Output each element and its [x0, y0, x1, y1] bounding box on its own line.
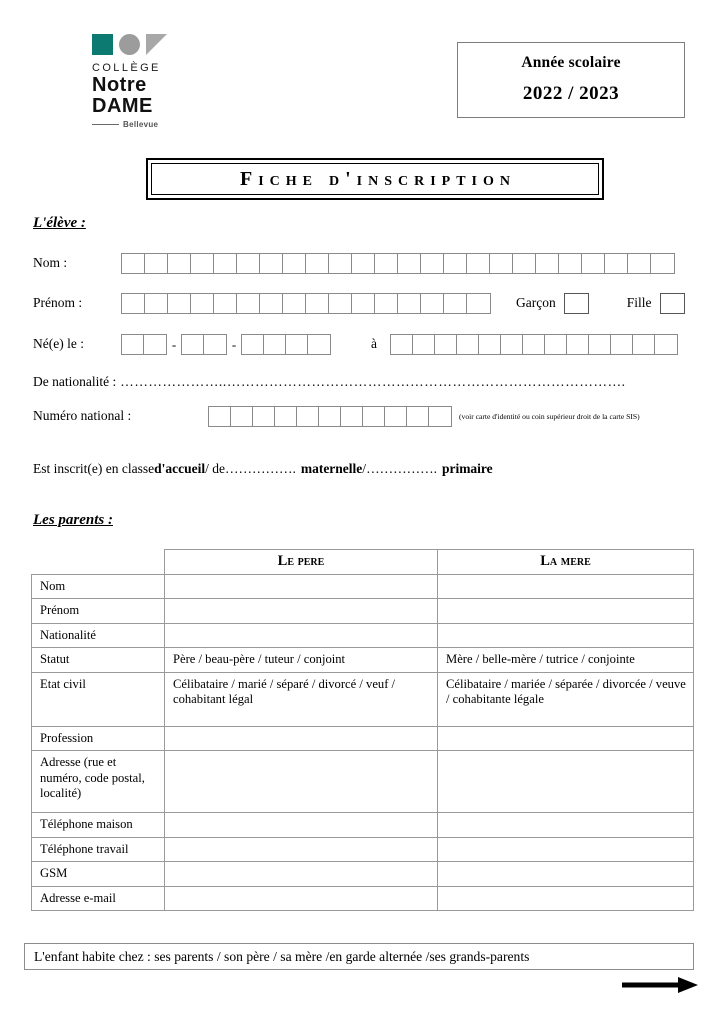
label-class-prefix: Est inscrit(e) en classe	[33, 461, 155, 476]
comb-cell[interactable]	[237, 294, 260, 313]
comb-cell[interactable]	[559, 254, 582, 273]
input-birth-month[interactable]	[181, 334, 227, 355]
cell-father-6[interactable]	[165, 751, 438, 813]
comb-cell[interactable]	[444, 254, 467, 273]
label-birth-place: à	[371, 336, 377, 351]
input-class-primaire-dots[interactable]: …………….	[366, 461, 437, 476]
form-title-inner	[151, 163, 599, 195]
child-residence-box	[24, 943, 694, 970]
comb-cell[interactable]	[145, 294, 168, 313]
logo-rule-divider	[92, 124, 119, 125]
cell-mother-2[interactable]	[438, 623, 694, 648]
comb-cell[interactable]	[191, 294, 214, 313]
comb-cell[interactable]	[413, 335, 435, 354]
cell-mother-6[interactable]	[438, 751, 694, 813]
comb-cell[interactable]	[655, 335, 677, 354]
next-page-arrow-icon	[620, 975, 700, 995]
comb-cell[interactable]	[523, 335, 545, 354]
comb-cell[interactable]	[611, 335, 633, 354]
logo-square-icon	[92, 34, 113, 55]
cell-mother-10[interactable]	[438, 886, 694, 911]
table-row	[32, 751, 694, 813]
comb-cell[interactable]	[363, 407, 385, 426]
comb-cell[interactable]	[545, 335, 567, 354]
comb-cell[interactable]	[398, 254, 421, 273]
cell-father-4[interactable]: Célibataire / marié / séparé / divorcé / veuf / cohabitant légal	[165, 672, 438, 726]
logo-subtitle	[92, 120, 192, 129]
table-row	[32, 862, 694, 887]
cell-father-2[interactable]	[165, 623, 438, 648]
logo-circle-icon	[119, 34, 140, 55]
comb-cell[interactable]	[457, 335, 479, 354]
comb-cell[interactable]	[329, 254, 352, 273]
table-row	[32, 574, 694, 599]
column-header-mother: La mere	[438, 550, 694, 575]
label-student-prenom: Prénom :	[33, 295, 83, 310]
comb-cell[interactable]	[306, 254, 329, 273]
birth-separator-2: -	[231, 336, 237, 352]
label-class-sep2: /	[362, 461, 367, 476]
row-label-5: Profession	[32, 726, 165, 751]
table-row	[32, 886, 694, 911]
cell-mother-5[interactable]	[438, 726, 694, 751]
input-birth-place[interactable]	[390, 334, 678, 355]
comb-cell[interactable]	[605, 254, 628, 273]
school-year-box	[457, 42, 685, 118]
comb-cell[interactable]	[633, 335, 655, 354]
comb-cell[interactable]	[122, 294, 145, 313]
label-fille: Fille	[626, 295, 652, 310]
field-row-student-prenom	[33, 292, 685, 314]
logo-shapes	[92, 34, 192, 56]
comb-cell[interactable]	[214, 254, 237, 273]
comb-cell[interactable]	[231, 407, 253, 426]
input-class-maternelle-dots[interactable]: …………….	[224, 461, 296, 476]
label-student-nationality: De nationalité :	[33, 374, 117, 389]
school-logo	[92, 34, 192, 129]
label-class-sep1: / de	[205, 461, 225, 476]
comb-cell[interactable]	[391, 335, 413, 354]
comb-cell[interactable]	[253, 407, 275, 426]
cell-father-10[interactable]	[165, 886, 438, 911]
comb-cell[interactable]	[490, 254, 513, 273]
input-birth-year[interactable]	[241, 334, 331, 355]
comb-cell[interactable]	[145, 254, 168, 273]
comb-cell[interactable]	[144, 335, 166, 354]
comb-cell[interactable]	[283, 254, 306, 273]
option-class-primaire[interactable]: primaire	[441, 461, 493, 476]
comb-cell[interactable]	[306, 294, 329, 313]
comb-cell[interactable]	[329, 294, 352, 313]
cell-father-0[interactable]	[165, 574, 438, 599]
comb-cell[interactable]	[260, 254, 283, 273]
comb-cell[interactable]	[168, 254, 191, 273]
comb-cell[interactable]	[582, 254, 605, 273]
comb-cell[interactable]	[385, 407, 407, 426]
table-row	[32, 599, 694, 624]
cell-mother-8[interactable]	[438, 837, 694, 862]
comb-cell[interactable]	[283, 294, 306, 313]
cell-father-8[interactable]	[165, 837, 438, 862]
comb-cell[interactable]	[429, 407, 451, 426]
checkbox-fille[interactable]	[660, 293, 685, 314]
option-class-accueil[interactable]: d'accueil	[154, 461, 206, 476]
comb-cell[interactable]	[264, 335, 286, 354]
comb-cell[interactable]	[260, 294, 283, 313]
table-row	[32, 672, 694, 726]
input-birth-day[interactable]	[121, 334, 167, 355]
field-row-national-number	[33, 405, 640, 427]
comb-cell[interactable]	[191, 254, 214, 273]
table-row	[32, 726, 694, 751]
school-year-value: 2022 / 2023	[522, 83, 620, 104]
comb-cell[interactable]	[275, 407, 297, 426]
comb-cell[interactable]	[319, 407, 341, 426]
cell-father-9[interactable]	[165, 862, 438, 887]
input-student-prenom[interactable]	[121, 293, 491, 314]
comb-cell[interactable]	[628, 254, 651, 273]
field-row-student-birth	[33, 333, 678, 355]
row-label-10: Adresse e-mail	[32, 886, 165, 911]
row-label-8: Téléphone travail	[32, 837, 165, 862]
label-student-birthdate: Né(e) le :	[33, 336, 84, 351]
cell-father-3[interactable]: Père / beau-père / tuteur / conjoint	[165, 648, 438, 673]
page-header	[0, 0, 724, 130]
form-title-box	[146, 158, 604, 200]
field-row-class-enrollment	[33, 458, 493, 480]
row-label-4: Etat civil	[32, 672, 165, 726]
comb-cell[interactable]	[513, 254, 536, 273]
comb-cell[interactable]	[467, 254, 490, 273]
label-garcon: Garçon	[516, 295, 556, 310]
school-year-label: Année scolaire	[521, 54, 621, 71]
row-label-9: GSM	[32, 862, 165, 887]
comb-cell[interactable]	[308, 335, 330, 354]
label-student-nom: Nom :	[33, 255, 68, 270]
comb-cell[interactable]	[421, 254, 444, 273]
table-row	[32, 813, 694, 838]
column-header-father: Le pere	[165, 550, 438, 575]
comb-cell[interactable]	[168, 294, 191, 313]
comb-cell[interactable]	[209, 407, 231, 426]
table-corner-cell	[32, 550, 165, 575]
child-residence-text: L'enfant habite chez : ses parents / son père / sa mère /en garde alternée /ses grands-parents	[34, 948, 530, 964]
row-label-2: Nationalité	[32, 623, 165, 648]
row-label-3: Statut	[32, 648, 165, 673]
parents-table-header-row	[32, 550, 694, 575]
comb-cell[interactable]	[352, 294, 375, 313]
table-row	[32, 648, 694, 673]
checkbox-garcon[interactable]	[564, 293, 589, 314]
logo-dame-text: DAME	[92, 95, 153, 117]
birth-separator-1: -	[171, 336, 177, 352]
section-heading-student: L'élève :	[33, 215, 86, 231]
comb-cell[interactable]	[341, 407, 363, 426]
comb-cell[interactable]	[286, 335, 308, 354]
cell-father-1[interactable]	[165, 599, 438, 624]
input-student-nom[interactable]	[121, 253, 675, 274]
note-national-number: (voir carte d'identité ou coin supérieur droit de la carte SIS)	[459, 411, 640, 421]
comb-cell[interactable]	[651, 254, 674, 273]
cell-father-7[interactable]	[165, 813, 438, 838]
logo-notre-text: Notre	[92, 74, 147, 96]
comb-cell[interactable]	[444, 294, 467, 313]
cell-mother-1[interactable]	[438, 599, 694, 624]
comb-cell[interactable]	[214, 294, 237, 313]
row-label-6: Adresse (rue et numéro, code postal, localité)	[32, 751, 165, 813]
logo-bellevue-text: Bellevue	[123, 120, 159, 129]
comb-cell[interactable]	[242, 335, 264, 354]
comb-cell[interactable]	[589, 335, 611, 354]
row-label-7: Téléphone maison	[32, 813, 165, 838]
comb-cell[interactable]	[182, 335, 204, 354]
input-national-number[interactable]	[208, 406, 452, 427]
comb-cell[interactable]	[536, 254, 559, 273]
comb-cell[interactable]	[204, 335, 226, 354]
comb-cell[interactable]	[398, 294, 421, 313]
cell-mother-3[interactable]: Mère / belle-mère / tutrice / conjointe	[438, 648, 694, 673]
parents-table	[31, 549, 694, 911]
cell-mother-4[interactable]: Célibataire / mariée / séparée / divorcée / veuve / cohabitante légale	[438, 672, 694, 726]
option-class-maternelle[interactable]: maternelle	[300, 461, 363, 476]
comb-cell[interactable]	[407, 407, 429, 426]
table-row	[32, 623, 694, 648]
comb-cell[interactable]	[237, 254, 260, 273]
section-heading-parents: Les parents :	[33, 512, 113, 528]
comb-cell[interactable]	[375, 294, 398, 313]
comb-cell[interactable]	[297, 407, 319, 426]
comb-cell[interactable]	[421, 294, 444, 313]
logo-college-text: COLLÈGE	[92, 62, 161, 74]
comb-cell[interactable]	[435, 335, 457, 354]
cell-father-5[interactable]	[165, 726, 438, 751]
comb-cell[interactable]	[467, 294, 490, 313]
comb-cell[interactable]	[375, 254, 398, 273]
label-national-number: Numéro national :	[33, 408, 132, 423]
input-student-nationality[interactable]: …………………..………………………………………………………………………….	[120, 374, 626, 389]
comb-cell[interactable]	[352, 254, 375, 273]
logo-triangle-icon	[146, 34, 167, 55]
cell-mother-0[interactable]	[438, 574, 694, 599]
comb-cell[interactable]	[501, 335, 523, 354]
cell-mother-9[interactable]	[438, 862, 694, 887]
comb-cell[interactable]	[479, 335, 501, 354]
comb-cell[interactable]	[122, 335, 144, 354]
row-label-0: Nom	[32, 574, 165, 599]
table-row	[32, 837, 694, 862]
field-row-student-nationality	[33, 371, 693, 393]
page-title: Fiche d'inscription	[239, 167, 517, 190]
field-row-student-nom	[33, 252, 675, 274]
row-label-1: Prénom	[32, 599, 165, 624]
comb-cell[interactable]	[567, 335, 589, 354]
cell-mother-7[interactable]	[438, 813, 694, 838]
comb-cell[interactable]	[122, 254, 145, 273]
